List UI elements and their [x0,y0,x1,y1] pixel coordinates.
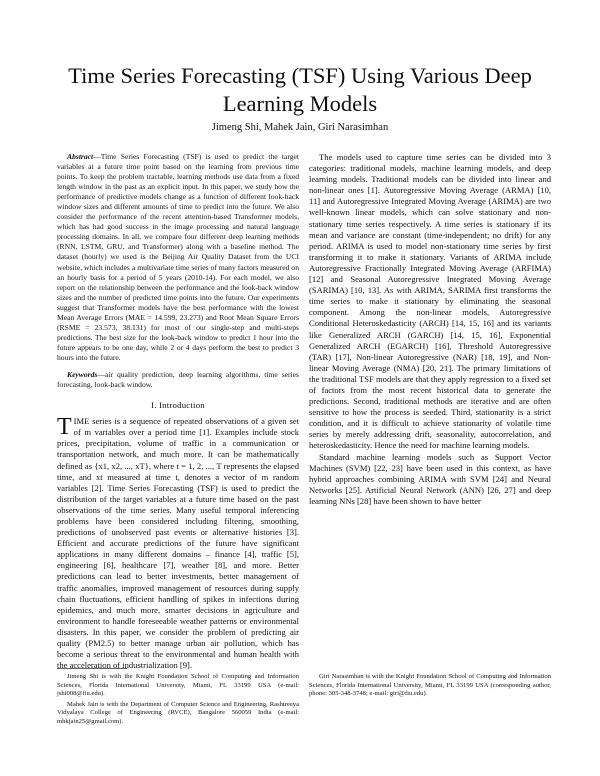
intro-paragraph-2: The models used to capture time series can be divided into 3 categories: traditional models, machine learning models, and deep learning models. Traditional models can be divided into linear and non-linear ones [1]. Autoregressive Moving Average (ARMA) [10, 11] and Autoregressive Integrated Moving Average (ARIMA) are two well-known linear models, which can solve stationary and non-stationary time series respectively. A time series is stationary if its mean and variance are constant (time-independent; no drift) for any period. ARIMA is used to model non-stationary time series by first transforming it to make it stationary. Variants of ARIMA include Autoregressive Fractionally Integrated Moving Average (ARFIMA) [12] and Seasonal Autoregressive Integrated Moving Average (SARIMA) [10, 13]. As with ARIMA, SARIMA first transforms the time series to make it stationary by eliminating the seasonal component. Among the non-linear models, Autoregressive Conditional Heteroskedasticity (ARCH) [14, 15, 16] and its variants like Generalized ARCH (GARCH) [14, 15, 16], Exponential Generalized ARCH (EGARCH) [16], Threshold Autoregressive (TAR) [17], Non-linear Autoregressive (NAR) [18, 19], and Non-linear Moving Average (NMA) [20, 21]. The primary limitations of the traditional TSF models are that they apply regression to a fixed set of factors from the most recent historical data to generate the predictions. Second, traditional methods are iterative and are often sensitive to how the process is seeded. Third, stationarity is a strict condition, and it is difficult to achieve stationarity of volatile time series by merely addressing drift, seasonality, autocorrelation, and heteroskedasticity. Hence the need for machine learning models. [309,152,551,451]
footnote-author-2: Mahek Jain is with the Department of Computer Science and Engineering, Rashtreeya Vidyalaya College of Engineering (RVCE), Bangalore 560059 India (e-mail: mhkjain25@gmail.com). [57,700,299,725]
drop-cap: T [57,414,72,441]
intro-paragraph-3: Standard machine learning models such as Support Vector Machines (SVM) [22, 23] have been used in this context, as have hybrid approaches combining ARIMA with SVM [24] and Neural Networks [25]. Artificial Neural Network (ANN) [26, 27] and deep learning NNs [28] have been shown to have better [309,451,551,506]
right-column [309,152,551,507]
abstract [57,152,299,363]
section-heading: I. Introduction [151,400,205,411]
footnotes-right [309,673,551,701]
left-column [57,152,299,671]
footnotes-left [57,673,299,729]
author-list: Jimeng Shi, Mahek Jain, Giri Narasimhan [211,122,389,133]
intro-paragraph-1-text: IME series is a sequence of repeated observations of a given set of m variables over a period time [1]. Examples include stock prices, precipitation, volume of traffic in a communication or transportation network, and much more. It can be mathematically defined as {x1, x2, ..., xT}, where t = 1, 2, ..., T represents the elapsed time, and xt measured at time t, denotes a vector of m random variables [2]. Time Series Forecasting (TSF) is used to predict the distribution of the target variables at a future time based on the past observations of the time series. Many useful temporal inferencing problems have been considered including filtering, smoothing, predictions of unobserved past events or alternative histories [3]. Efficient and accurate predictions of the future have significant applications in many different domains – finance [4], traffic [5], engineering [6], healthcare [7], weather [8], and more. Better predictions can lead to better investments, better management of traffic anomalies, improved management of resources during supply chain fluctuations, efficient handling of spikes in infections during epidemics, and much more, smarter decisions in agriculture and environment to handle foreseeable weather patterns or environmental disasters. In this paper, we consider the problem of predicting air quality (PM2.5) to better manage urban air pollution, which has become a serious threat to the environmental and human health with the acceleration of industrialization [9]. [57,416,299,671]
abstract-text: —Time Series Forecasting (TSF) is used to predict the target variables at a future time point based on the learning from previous time points. To keep the problem tractable, learning methods use data from a fixed length window in the past as an explicit input. In this paper, we study how the performance of predictive models change as a function of different look-back window sizes and different amounts of time to predict into the future. We also consider the performance of the recent attention-based Transformer models, which has had good success in the image processing and natural language processing domains. In all, we compare four different deep learning methods (RNN, LSTM, GRU, and Transformer) along with a baseline method. The dataset (hourly) we used is the Beijing Air Quality Dataset from the UCI website, which includes a multivariate time series of many factors measured on an hourly basis for a period of 5 years (2010-14). For each model, we also report on the relationship between the performance and the look-back window sizes and the number of predicted time points into the future. Our experiments suggest that Transformer models have the best performance with the lowest Mean Average Errors (MAE = 14.599, 23.273) and Root Mean Square Errors (RSME = 23.573, 38.131) for most of our single-step and multi-steps predictions. The best size for the look-back window to predict 1 hour into the future appears to be one day, while 2 or 4 days perform the best to predict 3 hours into the future. [57,152,299,362]
paper-title: Time Series Forecasting (TSF) Using Various Deep Learning Models [68,63,532,116]
footnote-rule [57,668,127,669]
abstract-label: Abstract [67,152,94,161]
footnote-author-3: Giri Narasimhan is with the Knight Foundation School of Computing and Information Sciences, Florida International University, Miami, FL 33199 USA (corresponding author, phone: 305-348-3748; e-mail: giri@fiu.edu). [309,673,551,698]
keywords-label: Keywords [67,369,98,379]
footnote-author-1: Jimeng Shi is with the Knight Foundation School of Computing and Information Sciences, Florida International University, Miami, FL 33199 USA (e-mail: jshi008@fiu.edu). [57,673,299,698]
keywords-text: —air quality prediction, deep learning algorithms, time series forecasting, look-back window. [57,369,299,390]
keywords [57,370,299,390]
intro-paragraph-1 [57,416,299,671]
